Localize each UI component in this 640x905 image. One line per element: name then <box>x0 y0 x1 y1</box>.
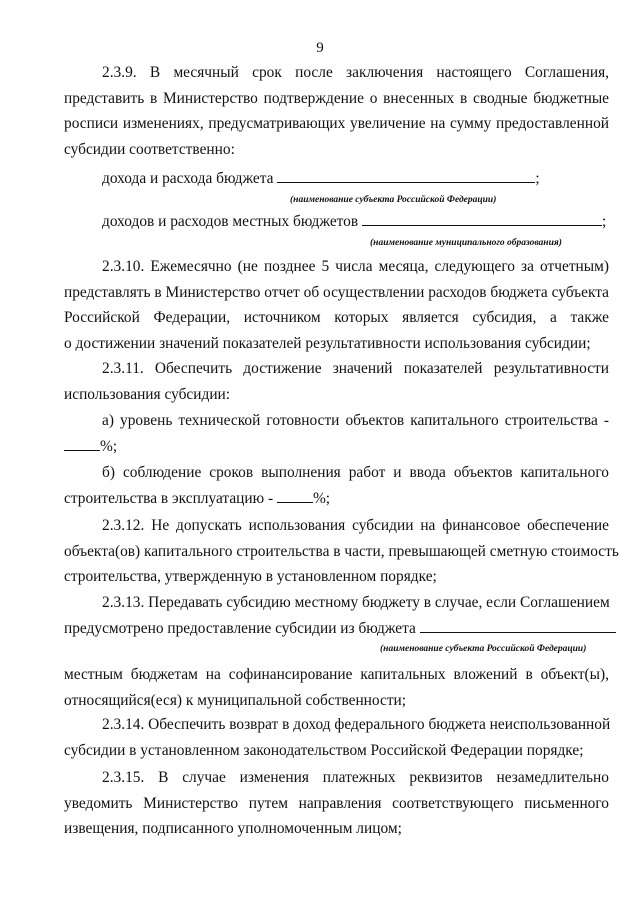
text-line: субсидии в установленном законодательством Российской Федерации порядке; <box>64 741 584 759</box>
text-line: субсидии соответственно: <box>64 140 235 158</box>
paragraph-2-3-13 <box>64 590 609 641</box>
text-line: строительства в эксплуатацию - %; <box>64 489 331 507</box>
text-line: о достижении значений показателей результативности использования субсидии; <box>64 334 591 352</box>
text-line: 2.3.10. Ежемесячно (не позднее 5 числа месяца, следующего за отчетным) <box>102 258 609 275</box>
text-line: 2.3.15. В случае изменения платежных реквизитов незамедлительно <box>102 769 609 786</box>
paragraph-2-3-15 <box>64 765 609 842</box>
fill-label: доходов и расходов местных бюджетов <box>102 213 359 230</box>
text-line: Российской Федерации, источником которых является субсидия, а также <box>64 309 609 326</box>
text-line: строительства, утвержденную в установленном порядке; <box>64 568 437 585</box>
paragraph-2-3-14 <box>64 712 609 763</box>
item-a <box>64 408 609 459</box>
text-line: предусмотрено предоставление субсидии из бюджета <box>64 616 609 642</box>
text-line: представлять в Министерство отчет об осуществлении расходов бюджета субъекта <box>64 283 609 301</box>
caption-subject-budget: (наименование субъекта Российской Федерации) <box>380 644 587 654</box>
blank-deadline-percent <box>277 488 313 503</box>
text-line: относящийся(еся) к муниципальной собственности; <box>64 691 407 709</box>
caption-municipality-name: (наименование муниципального образования) <box>370 238 562 248</box>
blank-subject-name <box>277 168 535 183</box>
text-line: б) соблюдение сроков выполнения работ и ввода объектов капитального <box>102 464 609 481</box>
text-line: 2.3.11. Обеспечить достижение значений показателей результативности <box>102 360 609 377</box>
text-line: %; <box>64 434 609 460</box>
paragraph-2-3-11 <box>64 356 609 407</box>
text-line: 2.3.9. В месячный срок после заключения настоящего Соглашения, <box>102 64 609 81</box>
blank-readiness-percent <box>64 436 100 451</box>
text-line: росписи изменениях, предусматривающих увеличение на сумму предоставленной <box>64 115 609 132</box>
fill-line-local-budgets <box>102 209 606 235</box>
text-line: 2.3.13. Передавать субсидию местному бюджету в случае, если Соглашением <box>102 594 610 611</box>
paragraph-2-3-12 <box>64 513 619 590</box>
fill-end: ; <box>535 170 540 187</box>
caption-subject-name: (наименование субъекта Российской Федерации) <box>290 195 497 205</box>
paragraph-2-3-13-cont <box>64 662 609 713</box>
fill-line-budget-income <box>102 166 540 192</box>
text-line: объекта(ов) капитального строительства в части, превышающей сметную стоимость <box>64 542 619 560</box>
text-line: 2.3.12. Не допускать использования субсидии на финансовое обеспечение <box>102 517 609 534</box>
fill-end: ; <box>602 213 607 230</box>
fill-label: дохода и расхода бюджета <box>102 170 274 187</box>
item-b <box>64 460 609 511</box>
text-line: извещения, подписанного уполномоченным лицом; <box>64 820 402 837</box>
text-line: уведомить Министерство путем направления соответствующего письменного <box>64 794 609 812</box>
paragraph-2-3-10 <box>64 254 609 356</box>
page-number: 9 <box>316 40 324 56</box>
paragraph-2-3-9 <box>64 60 609 162</box>
text-line: 2.3.14. Обеспечить возврат в доход федерального бюджета неиспользованной <box>102 716 611 733</box>
text-line: представить в Министерство подтверждение о внесенных в сводные бюджетные <box>64 89 609 107</box>
blank-subject-budget <box>420 618 616 633</box>
blank-municipality-name <box>362 211 602 226</box>
text-line: использования субсидии: <box>64 385 231 403</box>
text-line: местным бюджетам на софинансирование капитальных вложений в объект(ы), <box>64 666 609 683</box>
text-line: а) уровень технической готовности объектов капитального строительства - <box>102 412 609 429</box>
